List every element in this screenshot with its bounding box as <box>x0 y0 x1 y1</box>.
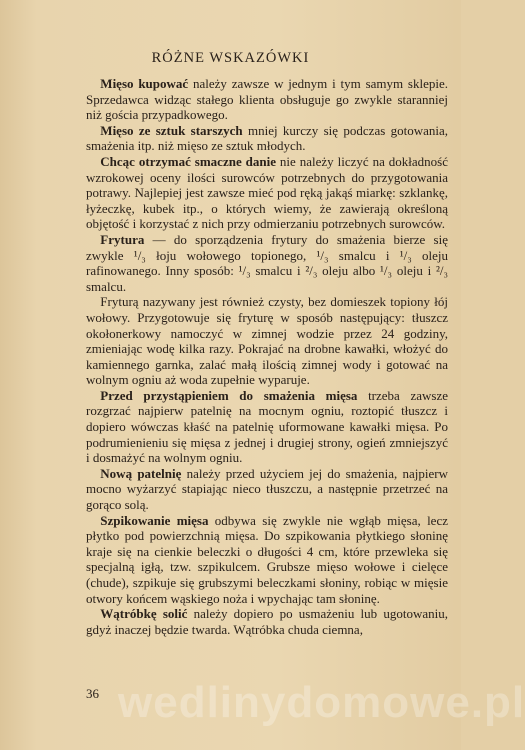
paragraph <box>86 606 448 637</box>
watermark: wedlinydomowe.pl <box>118 678 525 727</box>
paragraph-lead: Mięso kupować <box>100 76 189 91</box>
paragraph <box>86 232 448 294</box>
paragraph-text: mniej kurczy się podczas gotowania, smażenia itp. niż mięso ze sztuk młodych. <box>86 122 449 154</box>
paragraph <box>86 123 448 154</box>
paragraph-lead: Wątróbkę solić <box>100 606 188 622</box>
paragraph <box>86 294 448 388</box>
paragraph-text: trzeba zawsze rozgrzać najpierw patelnię na mocnym ogniu, roztopić tłuszcz i dopiero wówczas kłaść na patelnię uformowane kawałki mięsa. Po podrumienieniu się mięsa z jednej i drugiej strony, ogień zmniejszyć i dosmażyć na wolnym ogniu. <box>86 387 449 466</box>
paragraph-text: odbywa się zwykle nie wgłąb mięsa, lecz płytko pod powierzchnią mięsa. Do szpikowania płytkiego słoninę kraje się na cienkie beleczki o długości 4 cm, które przewleka się specjalną igłą, tzw. szpikulcem. Grubsze mięso wołowe i cielęce (chude), szpikuje się grubszymi beleczkami słoniny, robiąc w mięsie otwory końcem wąskiego noża i wpychając tam słoninę. <box>86 512 448 606</box>
paragraph-text: należy przed użyciem jej do smażenia, najpierw mocno wyżarzyć stapiając nieco tłuszczu, a następnie przetrzeć na gorąco solą. <box>86 465 448 513</box>
paragraph-lead: Szpikowanie mięsa <box>100 512 209 528</box>
paragraph-lead: Mięso ze sztuk starszych <box>100 122 243 138</box>
paragraph <box>86 76 448 123</box>
paragraph <box>86 154 448 232</box>
paragraph <box>86 466 448 513</box>
page-body <box>86 76 448 637</box>
paragraph-lead: Przed przystąpieniem do smażenia mięsa <box>100 387 358 403</box>
paragraph-lead: Frytura <box>100 231 145 247</box>
paragraph-lead: Chcąc otrzymać smaczne danie <box>100 153 276 169</box>
running-header: RÓŻNE WSKAZÓWKI <box>151 50 310 66</box>
paragraph-text: należy dopiero po usmażeniu lub ugotowaniu, gdyż inaczej będzie twarda. Wątróbka chuda ciemna, <box>86 606 448 637</box>
paragraph-lead: Nową patelnię <box>100 465 182 481</box>
paragraph-text: należy zawsze w jednym i tym samym sklepie. Sprzedawca widząc stałego klienta obsługuje go zwykle staranniej niż gościa przypadkowego. <box>86 76 449 123</box>
paragraph-text: — do sporządzenia frytury do smażenia bierze się zwykle ¹/₃ łoju wołowego topionego, ¹/₃ smalcu i ¹/₃ oleju rafinowanego. Inny sposób: ¹/₃ smalcu i ²/₃ oleju albo ¹/₃ oleju i ²/₃ smalcu. <box>86 231 448 294</box>
paragraph <box>86 388 448 466</box>
paragraph-text: Fryturą nazywany jest również czysty, bez domieszek topiony łój wołowy. Przygotowuje się fryturę w sposób następujący: tłuszcz okołonerkowy namoczyć w zimnej wodzie przez 24 godziny, zmieniając wodę kilka razy. Pokrajać na drobne kawałki, włożyć do kamiennego garnka, zalać małą ilością zimnej wody i gotować na wolnym ogniu aż woda zupełnie wyparuje. <box>86 294 448 388</box>
paragraph-text: nie należy liczyć na dokładność wzrokowej oceny ilości surowców potrzebnych do przygotowania potrawy. Najlepiej jest zawsze mieć pod ręką jakąś miarkę: szklankę, łyżeczkę, kubek itp., o których wiemy, że zawierają określoną objętość i korzystać z nich przy odmierzaniu potrzebnych surowców. <box>86 153 448 232</box>
page-number: 36 <box>86 686 99 701</box>
paragraph <box>86 513 448 607</box>
